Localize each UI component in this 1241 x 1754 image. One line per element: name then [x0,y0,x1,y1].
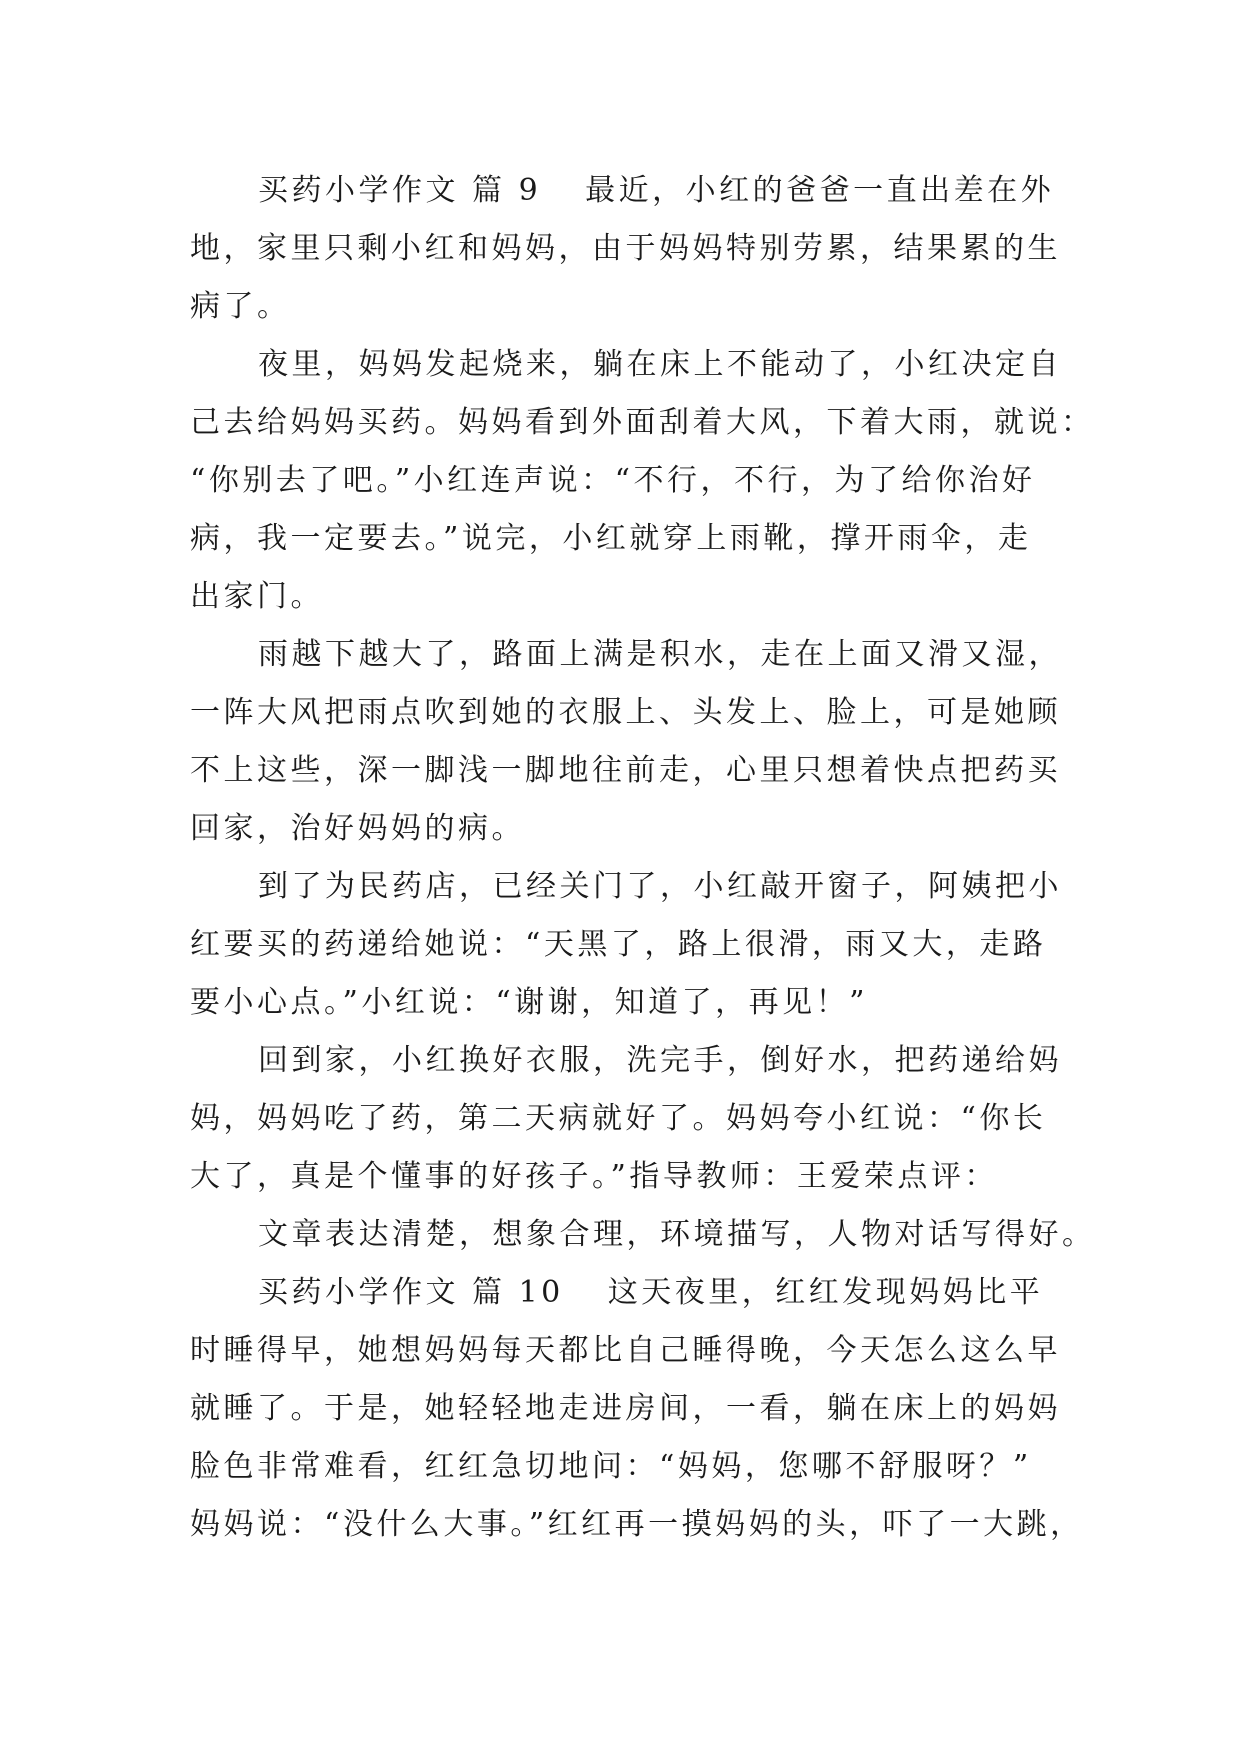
text-line: 就睡了。于是，她轻轻地走进房间，一看，躺在床上的妈妈 [190,1391,1061,1426]
text-line [190,1264,1060,1322]
section-heading: 买药小学作文 篇 10 [258,1275,564,1310]
text-line: 到了为民药店，已经关门了，小红敲开窗子，阿姨把小 [258,869,1062,904]
text-run: 这天夜里，红红发现妈妈比平 [607,1275,1044,1310]
text-line: 回家，治好妈妈的病。 [190,811,525,846]
text-line: 夜里，妈妈发起烧来，躺在床上不能动了，小红决定自 [258,347,1062,382]
text-line: 地，家里只剩小红和妈妈，由于妈妈特别劳累，结果累的生 [190,231,1061,266]
text-line [190,162,1060,220]
text-line: 要小心点。”小红说：“谢谢，知道了，再见！” [190,985,869,1020]
text-line: 回到家，小红换好衣服，洗完手，倒好水，把药递给妈 [258,1043,1062,1078]
text-line: 文章表达清楚，想象合理，环境描写，人物对话写得好。 [258,1217,1096,1252]
text-line: 雨越下越大了，路面上满是积水，走在上面又滑又湿， [258,637,1062,672]
text-line: 妈妈说：“没什么大事。”红红再一摸妈妈的头，吓了一大跳， [190,1507,1084,1542]
text-line: 病了。 [190,289,291,324]
text-line: 红要买的药递给她说：“天黑了，路上很滑，雨又大，走路 [190,927,1047,962]
text-line: 己去给妈妈买药。妈妈看到外面刮着大风，下着大雨，就说： [190,405,1095,440]
text-line: 一阵大风把雨点吹到她的衣服上、头发上、脸上，可是她顾 [190,695,1061,730]
text-line: “你别去了吧。”小红连声说：“不行，不行，为了给你治好 [190,463,1036,498]
text-line: 不上这些，深一脚浅一脚地往前走，心里只想着快点把药买 [190,753,1061,788]
text-line: 大了，真是个懂事的好孩子。”指导教师：王爱荣点评： [190,1159,998,1194]
text-line: 病，我一定要去。”说完，小红就穿上雨靴，撑开雨伞，走 [190,521,1032,556]
section-heading: 买药小学作文 篇 9 [258,173,542,208]
text-line: 脸色非常难看，红红急切地问：“妈妈，您哪不舒服呀？” [190,1449,1032,1484]
text-line: 妈，妈妈吃了药，第二天病就好了。妈妈夸小红说：“你长 [190,1101,1047,1136]
text-line: 时睡得早，她想妈妈每天都比自己睡得晚，今天怎么这么早 [190,1333,1061,1368]
document-page [190,162,1096,1554]
text-line: 出家门。 [190,579,324,614]
text-run: 最近，小红的爸爸一直出差在外 [585,173,1055,208]
